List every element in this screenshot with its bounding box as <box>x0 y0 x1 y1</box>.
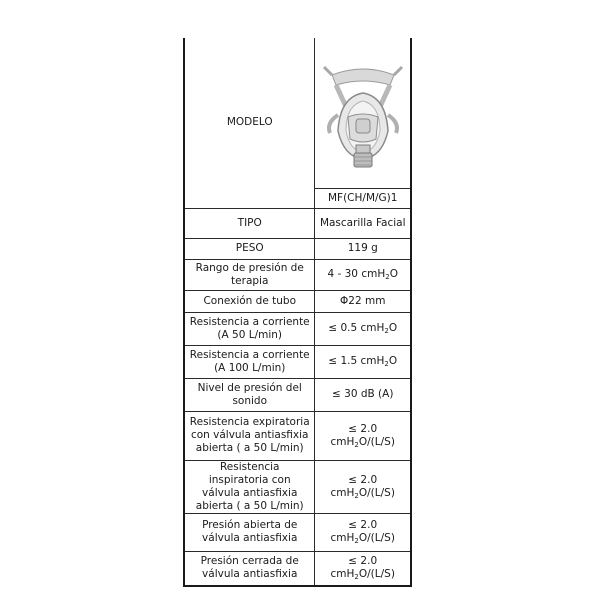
spec-label: PESO <box>184 238 315 259</box>
spec-row-resistencia-100 <box>184 345 411 378</box>
spec-value: ≤ 30 dB (A) <box>315 378 411 411</box>
spec-label: Presión abierta de válvula antiasfixia <box>184 513 315 551</box>
spec-value: ≤ 2.0 cmH$_2$O/(L/S) <box>315 411 411 460</box>
spec-table <box>183 38 412 587</box>
spec-label: TIPO <box>184 208 315 238</box>
spec-value: Mascarilla Facial <box>315 208 411 238</box>
spec-row-conexion <box>184 290 411 312</box>
spec-label: Resistencia expiratoria con válvula antiasfixia abierta ( a 50 L/min) <box>184 411 315 460</box>
spec-label: Rango de presión de terapia <box>184 259 315 290</box>
spec-row-expiratoria <box>184 411 411 460</box>
spec-label: Conexión de tubo <box>184 290 315 312</box>
mask-image-cell <box>315 38 411 188</box>
spec-value: 4 - 30 cmH$_2$O <box>315 259 411 290</box>
spec-value: ≤ 2.0 cmH$_2$O/(L/S) <box>315 551 411 586</box>
spec-row-peso <box>184 238 411 259</box>
spec-label: Resistencia inspiratoria con válvula antiasfixia abierta ( a 50 L/min) <box>184 460 315 513</box>
spec-value: ≤ 2.0 cmH$_2$O/(L/S) <box>315 513 411 551</box>
spec-value: 119 g <box>315 238 411 259</box>
spec-label: Presión cerrada de válvula antiasfixia <box>184 551 315 586</box>
spec-value: ≤ 0.5 cmH$_2$O <box>315 312 411 345</box>
spec-row-sonido <box>184 378 411 411</box>
spec-value: ≤ 2.0 cmH$_2$O/(L/S) <box>315 460 411 513</box>
spec-row-tipo <box>184 208 411 238</box>
spec-label: Resistencia a corriente (A 100 L/min) <box>184 345 315 378</box>
spec-row-presion-abierta <box>184 513 411 551</box>
spec-row-inspiratoria <box>184 460 411 513</box>
full-face-mask-image <box>318 53 408 173</box>
spec-row-resistencia-50 <box>184 312 411 345</box>
spec-value: ≤ 1.5 cmH$_2$O <box>315 345 411 378</box>
spec-row-rango <box>184 259 411 290</box>
spec-value: Φ22 mm <box>315 290 411 312</box>
spec-label: Nivel de presión del sonido <box>184 378 315 411</box>
model-value-cell <box>315 188 411 208</box>
model-label-cell <box>184 38 315 208</box>
model-label: MODELO <box>226 116 273 129</box>
spec-row-presion-cerrada <box>184 551 411 586</box>
model-value: MF(CH/M/G)1 <box>327 191 398 204</box>
spec-label: Resistencia a corriente (A 50 L/min) <box>184 312 315 345</box>
